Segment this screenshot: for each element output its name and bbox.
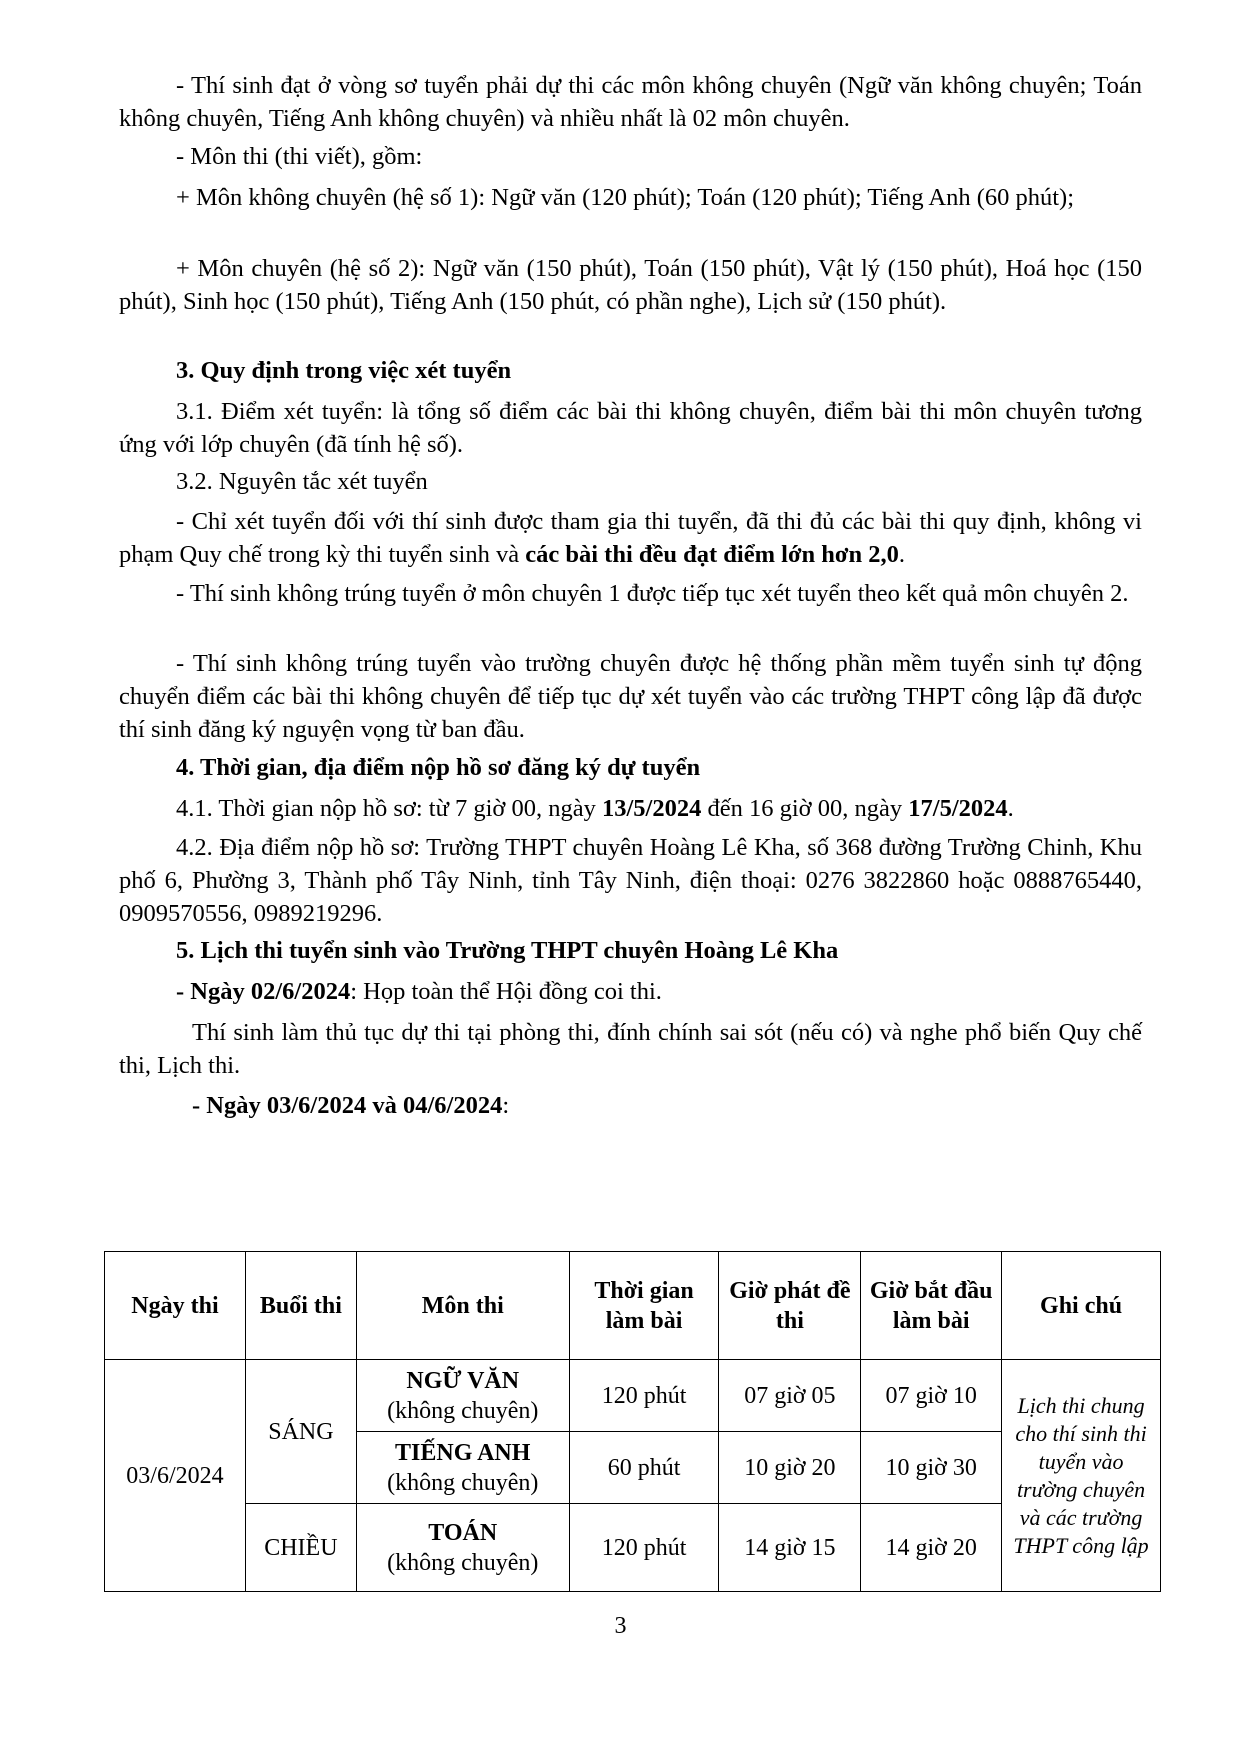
table-header-row xyxy=(105,1252,1161,1360)
paragraph-exam-requirement: - Thí sinh đạt ở vòng sơ tuyển phải dự thi các môn không chuyên (Ngữ văn không chuyên; Toán không chuyên, Tiếng Anh không chuyên) và nhiều nhất là 02 môn chuyên. xyxy=(119,72,1142,132)
paragraph-specialized: + Môn chuyên (hệ số 2): Ngữ văn (150 phút), Toán (150 phút), Vật lý (150 phút), Hoá học (150 phút), Sinh học (150 phút), Tiếng Anh (150 phút, có phần nghe), Lịch sử (150 phút). xyxy=(119,255,1142,315)
paragraph-admission-rule: - Chỉ xét tuyển đối với thí sinh được tham gia thi tuyển, đã thi đủ các bài thi quy định, không vi phạm Quy chế trong kỳ thi tuyển sinh và các bài thi đều đạt điểm lớn hơn 2,0. xyxy=(119,508,1142,568)
header-date: Ngày thi xyxy=(105,1252,246,1360)
page-number: 3 xyxy=(614,1613,627,1639)
cell-start: 14 giờ 20 xyxy=(861,1504,1002,1592)
paragraph-transfer: - Thí sinh không trúng tuyển vào trường chuyên được hệ thống phần mềm tuyển sinh tự động chuyển điểm các bài thi không chuyên để tiếp tục dự xét tuyển vào các trường THPT công lập đã được thí sinh đăng ký nguyện vọng từ ban đầu. xyxy=(119,650,1142,743)
paragraph-4-1: 4.1. Thời gian nộp hồ sơ: từ 7 giờ 00, ngày 13/5/2024 đến 16 giờ 00, ngày 17/5/2024. xyxy=(176,795,1014,822)
cell-subject: TIẾNG ANH (không chuyên) xyxy=(356,1432,569,1504)
cell-subject: TOÁN (không chuyên) xyxy=(356,1504,569,1592)
cell-duration: 120 phút xyxy=(569,1360,719,1432)
table-row xyxy=(105,1360,1161,1432)
paragraph-second-choice: - Thí sinh không trúng tuyển ở môn chuyên 1 được tiếp tục xét tuyển theo kết quả môn chuyên 2. xyxy=(176,580,1129,607)
paragraph-subjects-intro: - Môn thi (thi viết), gồm: xyxy=(176,143,423,170)
cell-remark: Lịch thi chung cho thí sinh thi tuyển vào trường chuyên và các trường THPT công lập xyxy=(1002,1360,1161,1592)
header-session: Buổi thi xyxy=(245,1252,356,1360)
paragraph-3-2: 3.2. Nguyên tắc xét tuyển xyxy=(176,468,428,495)
exam-schedule-table xyxy=(104,1251,1161,1592)
paragraph-june-2: - Ngày 02/6/2024: Họp toàn thể Hội đồng coi thi. xyxy=(176,978,662,1005)
paragraph-procedure: Thí sinh làm thủ tục dự thi tại phòng thi, đính chính sai sót (nếu có) và nghe phổ biến Quy chế thi, Lịch thi. xyxy=(119,1019,1142,1079)
cell-session-afternoon: CHIỀU xyxy=(245,1504,356,1592)
cell-session-morning: SÁNG xyxy=(245,1360,356,1504)
cell-date: 03/6/2024 xyxy=(105,1360,246,1592)
paragraph-4-2: 4.2. Địa điểm nộp hồ sơ: Trường THPT chuyên Hoàng Lê Kha, số 368 đường Trường Chinh, Khu phố 6, Phường 3, Thành phố Tây Ninh, tỉnh Tây Ninh, điện thoại: 0276 3822860 hoặc 0888765440, 0909570556, 0989219296. xyxy=(119,834,1142,927)
paragraph-june-3-4: - Ngày 03/6/2024 và 04/6/2024: xyxy=(192,1092,510,1119)
cell-subject: NGỮ VĂN (không chuyên) xyxy=(356,1360,569,1432)
cell-duration: 60 phút xyxy=(569,1432,719,1504)
heading-section-5: 5. Lịch thi tuyển sinh vào Trường THPT chuyên Hoàng Lê Kha xyxy=(176,937,839,964)
cell-handout: 07 giờ 05 xyxy=(719,1360,861,1432)
paragraph-non-specialized: + Môn không chuyên (hệ số 1): Ngữ văn (120 phút); Toán (120 phút); Tiếng Anh (60 phút); xyxy=(176,184,1075,211)
bold-score-condition: các bài thi đều đạt điểm lớn hơn 2,0 xyxy=(525,541,899,568)
cell-handout: 10 giờ 20 xyxy=(719,1432,861,1504)
header-duration: Thời gian làm bài xyxy=(569,1252,719,1360)
cell-start: 07 giờ 10 xyxy=(861,1360,1002,1432)
heading-section-4: 4. Thời gian, địa điểm nộp hồ sơ đăng ký dự tuyển xyxy=(176,754,701,781)
paragraph-3-1: 3.1. Điểm xét tuyển: là tổng số điểm các bài thi không chuyên, điểm bài thi môn chuyên tương ứng với lớp chuyên (đã tính hệ số). xyxy=(119,398,1142,458)
cell-handout: 14 giờ 15 xyxy=(719,1504,861,1592)
header-start-time: Giờ bắt đầu làm bài xyxy=(861,1252,1002,1360)
cell-start: 10 giờ 30 xyxy=(861,1432,1002,1504)
header-subject: Môn thi xyxy=(356,1252,569,1360)
cell-duration: 120 phút xyxy=(569,1504,719,1592)
header-remark: Ghi chú xyxy=(1002,1252,1161,1360)
heading-section-3: 3. Quy định trong việc xét tuyển xyxy=(176,357,512,384)
header-handout-time: Giờ phát đề thi xyxy=(719,1252,861,1360)
